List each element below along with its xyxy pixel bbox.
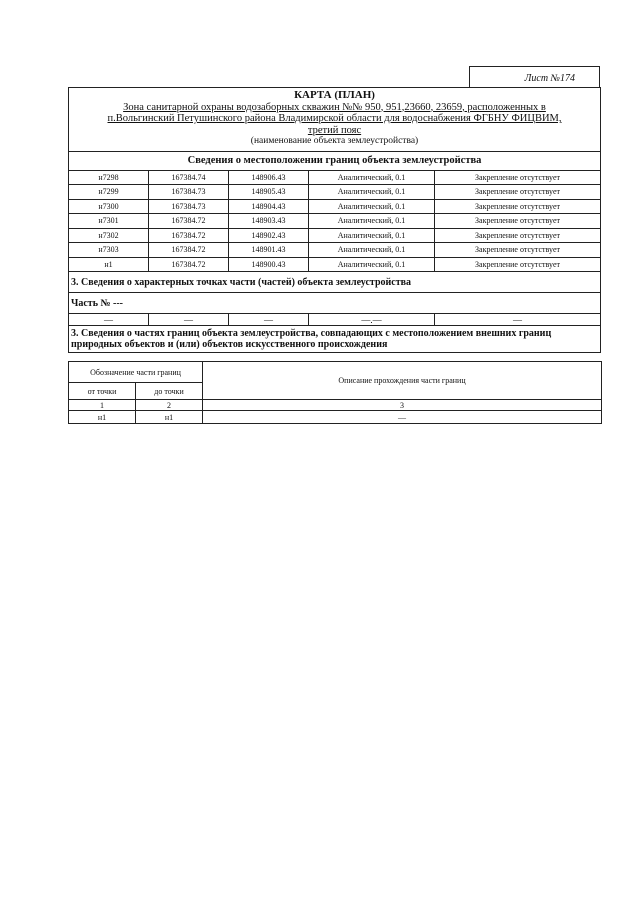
coord-y: 148902.43 xyxy=(229,228,309,243)
coord-x: 167384.74 xyxy=(149,170,229,185)
mark-description: Закрепление отсутствует xyxy=(435,228,601,243)
coord-x: 167384.73 xyxy=(149,185,229,200)
column-number: 2 xyxy=(136,400,203,411)
point-name: н7299 xyxy=(69,185,149,200)
object-description-caption: (наименование объекта землеустройства) xyxy=(250,136,419,146)
empty-cell: — xyxy=(229,314,309,326)
table-row xyxy=(69,199,601,214)
point-name: н7302 xyxy=(69,228,149,243)
location-section-heading: Сведения о местоположении границ объекта землеустройства xyxy=(69,151,601,170)
table-row xyxy=(69,185,601,200)
point-name: н1 xyxy=(69,257,149,272)
empty-cell: — xyxy=(69,314,149,326)
point-name: н7303 xyxy=(69,243,149,258)
coord-y: 148901.43 xyxy=(229,243,309,258)
empty-cell: — xyxy=(435,314,601,326)
to-point: н1 xyxy=(136,411,203,424)
table-row xyxy=(69,314,601,326)
mark-description: Закрепление отсутствует xyxy=(435,214,601,229)
object-description-line-1: Зона санитарной охраны водозаборных скважин №№ 950, 951,23660, 23659, расположенных в xyxy=(123,101,546,113)
mark-description: Закрепление отсутствует xyxy=(435,257,601,272)
col-header-from: от точки xyxy=(69,383,136,400)
mark-description: Закрепление отсутствует xyxy=(435,170,601,185)
table-row xyxy=(69,214,601,229)
col-group-header: Обозначение части границ xyxy=(69,362,203,383)
point-name: н7300 xyxy=(69,199,149,214)
document-title: КАРТА (ПЛАН) xyxy=(294,89,375,101)
coord-x: 167384.72 xyxy=(149,214,229,229)
mark-description: Закрепление отсутствует xyxy=(435,199,601,214)
object-description-line-3: третий пояс xyxy=(307,124,362,136)
method-accuracy: Аналитический, 0.1 xyxy=(309,228,435,243)
boundary-parts-heading: 3. Сведения о частях границ объекта землеустройства, совпадающих с местоположением внешних границ природных объектов и (или) объектов искусственного происхождения xyxy=(69,326,601,353)
coord-y: 148900.43 xyxy=(229,257,309,272)
method-accuracy: Аналитический, 0.1 xyxy=(309,199,435,214)
characteristic-points-heading: 3. Сведения о характерных точках части (частей) объекта землеустройства xyxy=(69,272,601,293)
col-header-to: до точки xyxy=(136,383,203,400)
mark-description: Закрепление отсутствует xyxy=(435,243,601,258)
from-point: н1 xyxy=(69,411,136,424)
method-accuracy: Аналитический, 0.1 xyxy=(309,214,435,229)
method-accuracy: Аналитический, 0.1 xyxy=(309,185,435,200)
table-row xyxy=(69,228,601,243)
coord-y: 148906.43 xyxy=(229,170,309,185)
table-row xyxy=(69,243,601,258)
object-description-line-2: п.Вольгинский Петушинского района Владимирской области для водоснабжения ФГБНУ ФИЦВИМ, xyxy=(107,113,562,124)
table-row xyxy=(69,400,602,411)
method-accuracy: Аналитический, 0.1 xyxy=(309,243,435,258)
coord-x: 167384.72 xyxy=(149,257,229,272)
empty-cell: —.— xyxy=(309,314,435,326)
coord-x: 167384.72 xyxy=(149,243,229,258)
table-row xyxy=(69,170,601,185)
point-name: н7301 xyxy=(69,214,149,229)
method-accuracy: Аналитический, 0.1 xyxy=(309,170,435,185)
col-header-description: Описание прохождения части границ xyxy=(203,362,602,400)
table-row xyxy=(69,257,601,272)
part-number-label: Часть № --- xyxy=(69,293,601,314)
coord-x: 167384.72 xyxy=(149,228,229,243)
empty-cell: — xyxy=(149,314,229,326)
sheet-number: Лист №174 xyxy=(469,66,600,87)
table-row xyxy=(69,411,602,424)
method-accuracy: Аналитический, 0.1 xyxy=(309,257,435,272)
map-plan-table xyxy=(68,87,601,353)
column-number: 1 xyxy=(69,400,136,411)
point-name: н7298 xyxy=(69,170,149,185)
document-header xyxy=(69,88,601,152)
column-number: 3 xyxy=(203,400,602,411)
coord-x: 167384.73 xyxy=(149,199,229,214)
coord-y: 148905.43 xyxy=(229,185,309,200)
coord-y: 148903.43 xyxy=(229,214,309,229)
boundary-parts-table xyxy=(68,361,602,424)
coord-y: 148904.43 xyxy=(229,199,309,214)
boundary-description: — xyxy=(203,411,602,424)
mark-description: Закрепление отсутствует xyxy=(435,185,601,200)
